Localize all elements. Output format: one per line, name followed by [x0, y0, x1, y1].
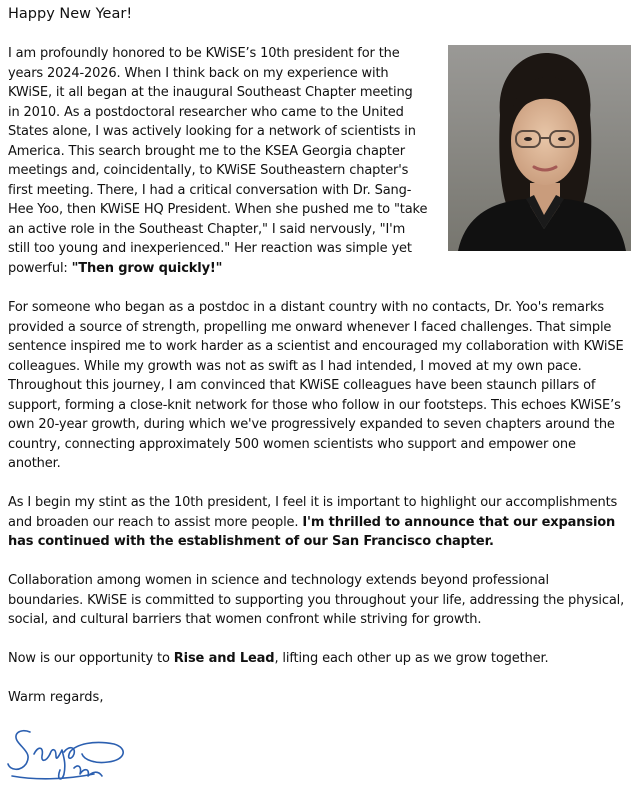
quote-bold: "Then grow quickly!"	[71, 260, 223, 276]
announcement-bold: I'm thrilled to announce that our expansion has continued with the establishment of our San Francisco chapter.	[8, 514, 616, 549]
paragraph-intro-text: I am profoundly honored to be KWiSE’s 10th president for the years 2024-2026. When I think back on my experience with KWiSE, it all began at the inaugural Southeast Chapter meeting in 2010. As a postdoctoral researcher who came to the United States alone, I was actively looking for a network of scientists in America. This search brought me to the KSEA Georgia chapter meetings and, coincidentally, to KWiSE Southeastern chapter's first meeting. There, I had a critical conversation with Dr. Sang-Hee Yoo, then KWiSE HQ President. When she pushed me to "take an active role in the Southeast Chapter," I said nervously, "I'm still too young and inexperienced." Her reaction was simple yet powerful:	[8, 46, 428, 276]
paragraph-opportunity	[8, 649, 626, 669]
paragraph-collaboration: Collaboration among women in science and technology extends beyond professional boundaries. KWiSE is committed to supporting you throughout your life, addressing the physical, social, and cultural barriers that women confront while striving for growth.	[8, 573, 625, 627]
rise-and-lead-bold: Rise and Lead	[173, 651, 275, 666]
paragraph-intro	[8, 44, 428, 278]
closing: Warm regards,	[8, 690, 104, 705]
paragraph-growth: For someone who began as a postdoc in a distant country with no contacts, Dr. Yoo's remarks provided a source of strength, propelling me onward whenever I faced challenges. That simple sentence inspired me to work harder as a scientist and encouraged my collaboration with KWiSE colleagues. While my growth was not as swift as I had intended, I moved at my own pace. Throughout this journey, I am convinced that KWiSE colleagues have been staunch pillars of support, forming a close-knit network for those who follow in our footsteps. This echoes KWiSE’s own 20-year growth, during which we've progressively expanded to seven chapters around the country, connecting approximately 500 women scientists who support and empower one another.	[8, 300, 624, 471]
president-photo	[448, 45, 631, 251]
paragraph-expansion	[8, 493, 626, 552]
opportunity-after: , lifting each other up as we grow together.	[274, 651, 549, 666]
opportunity-before: Now is our opportunity to	[8, 651, 170, 666]
greeting: Happy New Year!	[8, 6, 133, 22]
signature-image	[4, 718, 134, 786]
paragraph-expansion-text: As I begin my stint as the 10th president, I feel it is important to highlight our accomplishments and broaden our reach to assist more people.	[8, 495, 618, 530]
